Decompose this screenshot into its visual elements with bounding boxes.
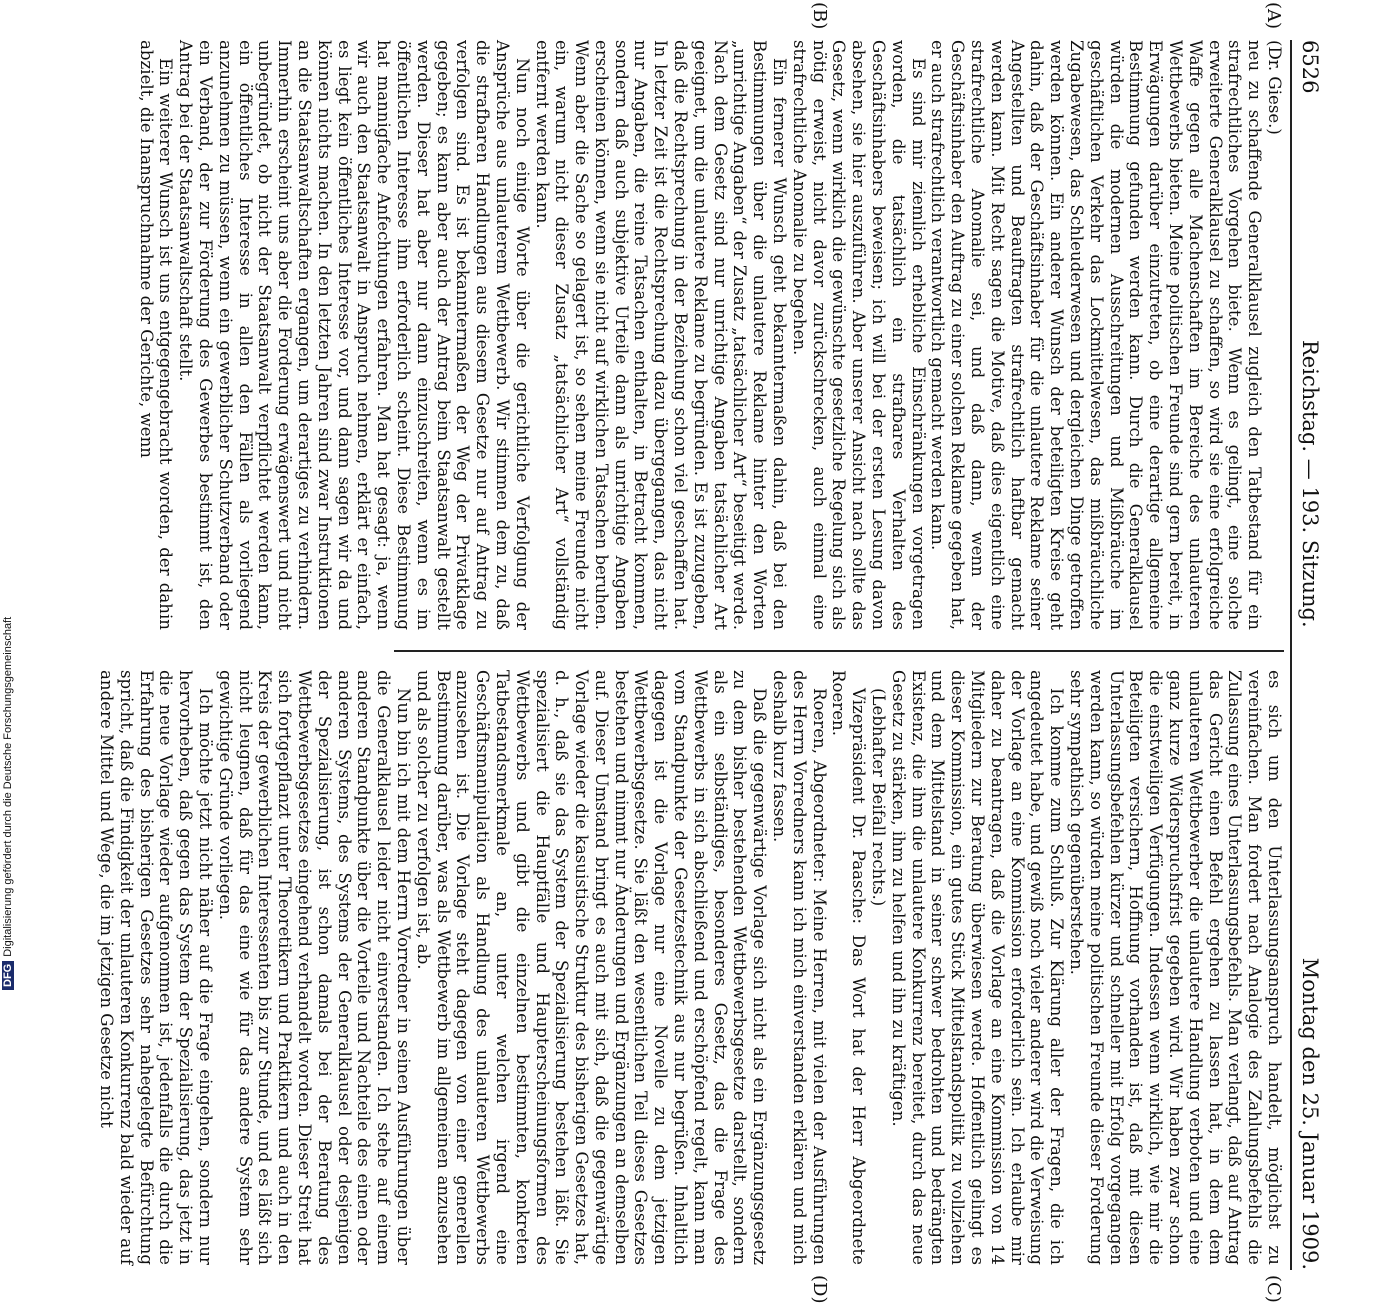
margin-mark-b: (B): [809, 2, 830, 30]
margin-mark-a: (A): [1263, 2, 1284, 30]
right-column-paragraph: Daß die gegenwärtige Vorlage sich nicht als ein Ergänzungsgesetz zu dem bisher bestehenden Wettbewerbsgesetze darstellt, sondern als ein selbständiges, besonderes Gesetz, das die Frage des Wettbewerbs in sich abschließend und erschöpfend regelt, kann man vom Standpunkte der Gesetzestechnik aus nur begrüßen. Inhaltlich dagegen ist die Vorlage nur eine Novelle zu dem jetzigen Wettbewerbsgesetze. Sie läßt den wesentlichen Teil dieses Gesetzes bestehen und nimmt nur Änderungen und Ergänzungen an demselben auf. Dieser Umstand bringt es auch mit sich, daß die gegenwärtige Vorlage wieder die kasuistische Struktur des bisherigen Gesetzes hat, d. h., daß sie das System der Spezialisierung bestehen läßt. Sie spezialisiert die Hauptfälle und Haupterscheinungsformen des Wettbewerbs und gibt die einzelnen bestimmten, konkreten Tatbestandsmerkmale an, unter welchen irgend eine Geschäftsmanipulation als Handlung des unlauteren Wettbewerbs anzusehen ist. Die Vorlage steht dagegen von einer generellen Bestimmung darüber, was als Wettbewerb im allgemeinen anzusehen und als solcher zu verfolgen ist, ab.: [413, 670, 770, 1265]
right-column-paragraph: Ich komme zum Schluß. Zur Klärung aller der Fragen, die ich angedeutet habe, und gewiß noch vieler anderer wird die Verweisung der Vorlage an eine Kommission erforderlich sein. Ich erlaube mir daher zu beantragen, daß die Vorlage an eine Kommission von 14 Mitgliedern zur Beratung überwiesen werde. Hoffentlich gelingt es dieser Kommission, ein gutes Stück Mittelstandspolitik zu vollziehen und dem Mittelstand in seiner schwer bedrohten und bedrängten Existenz, die ihm die unlautere Konkurrenz bereitet, durch das neue Gesetz zu stärken, ihm zu helfen und ihn zu kräftigen.: [888, 670, 1067, 1265]
digitization-credit: [2, 390, 14, 990]
left-column-paragraph: (Dr. Giese.): [1265, 40, 1284, 135]
left-column: [136, 40, 1284, 630]
header-rule: [1290, 40, 1292, 1270]
left-column-paragraph: Ein weiterer Wunsch ist uns entgegengebracht worden, der dahin abzielt, die Inanspruchnahme der Gerichte, wenn: [136, 40, 176, 630]
digitization-credit-text: Digitalisierung gefördert durch die Deutsche Forschungsgemeinschaft: [2, 616, 14, 957]
session-date: Montag den 25. Januar 1909.: [1298, 957, 1322, 1270]
left-column-paragraph: Nun noch einige Worte über die gerichtliche Verfolgung der Ansprüche aus unlauterem Wettbewerb. Wir stimmen dem zu, daß die strafbaren Handlungen aus diesem Gesetze nur auf Antrag zu verfolgen sind. Es ist bekanntermaßen der Weg der Privatklage gegeben; es kann aber auch der Antrag beim Staatsanwalt gestellt werden. Dieser hat aber nur dann einzuschreiten, wenn es im öffentlichen Interesse ihm erforderlich scheint. Diese Bestimmung hat mannigfache Anfechtungen erfahren. Man hat gesagt: ja, wenn wir auch den Staatsanwalt in Anspruch nehmen, erklärt er einfach, es liegt kein öffentliches Interesse vor, und dann sagen wir da und können nichts machen. In den letzten Jahren sind zwar Instruktionen an die Staatsanwaltschaften ergangen, um derartiges zu verhindern. Immerhin erscheint uns aber die Forderung erwägenswert und nicht unbegründet, ob nicht der Staatsanwalt verpflichtet werden kann, ein öffentliches Interesse in allen den Fällen als vorliegend anzunehmen zu müssen, wenn ein gewerblicher Schutzverband oder ein Verband, der zur Förderung des Gewerbes bestimmt ist, den Antrag bei der Staatsanwaltschaft stellt.: [176, 40, 532, 630]
right-column-paragraph: Vizepräsident Dr. Paasche: Das Wort hat der Herr Abgeordnete Roeren.: [829, 670, 869, 1265]
rotated-newspaper-page: [96, 0, 1330, 1310]
dfg-logo: DFG: [2, 961, 14, 990]
margin-mark-c: (C): [1263, 1275, 1284, 1303]
right-column-paragraph: (Lebhafter Beifall rechts.): [869, 688, 889, 907]
session-title: Reichstag. — 193. Sitzung.: [1298, 340, 1322, 628]
left-column-paragraph: neu zu schaffende Generalklausel zugleich den Tatbestand für ein strafrechtliches Vorgehen biete. Wenn es gelingt, eine solche erweiterte Generalklausel zu schaffen, so wird sie eine erfolgreiche Waffe gegen alle Machenschaften im Bereiche des unlauteren Wettbewerbs bieten. Meine politischen Freunde sind gern bereit, in Erwägungen darüber einzutreten, ob eine derartige allgemeine Bestimmung gefunden werden kann. Durch die Generalklausel würden die modernen Ausschreitungen und Mißbräuche im geschäftlichen Verkehr das Lockmittelwesen, das mißbräuchliche Zugabewesen, das Schleuderwesen und dergleichen Dinge getroffen werden können. Ein anderer Wunsch der beteiligten Kreise geht dahin, daß der Geschäftsinhaber für die unlautere Reklame seiner Angestellten und Beauftragten strafrechtlich haftbar gemacht werden kann. Mit Recht sagen die Motive, daß dies eigentlich eine strafrechtliche Anomalie sei, und daß dann, wenn der Geschäftsinhaber den Auftrag zu einer solchen Reklame gegeben hat, er auch strafrechtlich verantwortlich gemacht werden kann.: [928, 40, 1265, 630]
column-divider: [394, 650, 1284, 652]
page-number: 6526: [1298, 40, 1322, 94]
right-column-paragraph: Roeren, Abgeordneter: Meine Herren, mit vielen der Ausführungen des Herrn Vorredners kann ich mich einverstanden erklären und mich deshalb kurz fassen.: [770, 670, 829, 1265]
page-header: [1288, 40, 1322, 1270]
digitization-credit-strip: [0, 0, 20, 1000]
right-column: [96, 670, 1284, 1265]
left-column-paragraph: Es sind mir ziemlich erhebliche Einschränkungen vorgetragen worden, die tatsächlich ein strafbares Verhalten des Geschäftsinhabers beweisen; ich will bei der ersten Lesung davon absehen, sie hier auszuführen. Aber unserer Ansicht nach sollte das Gesetz, wenn wirklich die gewünschte gesetzliche Regelung sich als nötig erweist, nicht davor zurückschrecken, auch einmal eine strafrechtliche Anomalie zu begehen.: [789, 40, 928, 630]
right-column-paragraph: Ich möchte jetzt nicht näher auf die Frage eingehen, sondern nur hervorheben, daß gegen das System der Spezialisierung, das jetzt in die neue Vorlage wieder aufgenommen ist, jedenfalls die durch die Erfahrung des bisherigen Gesetzes sehr nahegelegte Befürchtung spricht, daß die Findigkeit der unlauteren Konkurrenz bald wieder auf andere Mittel und Wege, die im jetzigen Gesetze nicht: [96, 670, 215, 1265]
right-column-paragraph: es sich um den Unterlassungsanspruch handelt, möglichst zu vereinfachen. Man fordert nach Analogie des Zahlungsbefehls die Zulassung eines Unterlassungsbefehls. Man verlangt, daß auf Antrag das Gericht einen Befehl ergehen zu lassen hat, in dem dem unlauteren Wettbewerber die unlautere Handlung verboten und eine ganz kurze Widerspruchsfrist gegeben wird. Wir haben zwar schon die einstweiligen Verfügungen. Indessen wenn wirklich, wie mir die Beteiligten versichern, Hoffnung vorhanden ist, daß mit diesen Unterlassungsbefehlen kürzer und schneller mit Erfolg vorgegangen werden kann, so würden meine politischen Freunde dieser Forderung sehr sympathisch gegenüberstehen.: [1067, 670, 1284, 1265]
margin-mark-d: (D): [809, 1275, 830, 1304]
left-column-paragraph: Ein fernerer Wunsch geht bekanntermaßen dahin, daß bei den Bestimmungen über die unlautere Reklame hinter den Worten „unrichtige Angaben“ der Zusatz „tatsächlicher Art“ beseitigt werde. Nach dem Gesetz sind nur unrichtige Angaben tatsächlicher Art geeignet, um die unlautere Reklame zu begründen. Es ist zuzugeben, daß die Rechtsprechung in der Beziehung schon viel geschaffen hat. In letzter Zeit ist die Rechtsprechung dazu übergegangen, das nicht nur Angaben, die reine Tatsachen enthalten, in Betracht kommen, sondern daß auch subjektive Urteile dann als unrichtige Angaben erscheinen können, wenn sie nicht auf wirklichen Tatsachen beruhen. Wenn aber die Sache so gelagert ist, so sehen meine Freunde nicht ein, warum nicht dieser Zusatz „tatsächlicher Art“ vollständig entfernt werden kann.: [532, 40, 790, 630]
right-column-paragraph: Nun bin ich mit dem Herrn Vorredner in seinen Ausführungen über die Generalklausel leider nicht einverstanden. Ich stehe auf einem anderen Standpunkte über die Vorteile und Nachteile des einen oder anderen Systems, des Systems der Generalklausel oder desjenigen der Spezialisierung, ist schon damals bei der Beratung des Wettbewerbsgesetzes eingehend verhandelt worden. Dieser Streit hat sich fortgepflanzt unter Theoretikern und Praktikern und auch in den Kreis der gewerblichen Interessenten bis zur Stunde, und es läßt sich nicht leugnen, daß für das eine wie für das andere System sehr gewichtige Gründe vorliegen.: [215, 670, 413, 1265]
